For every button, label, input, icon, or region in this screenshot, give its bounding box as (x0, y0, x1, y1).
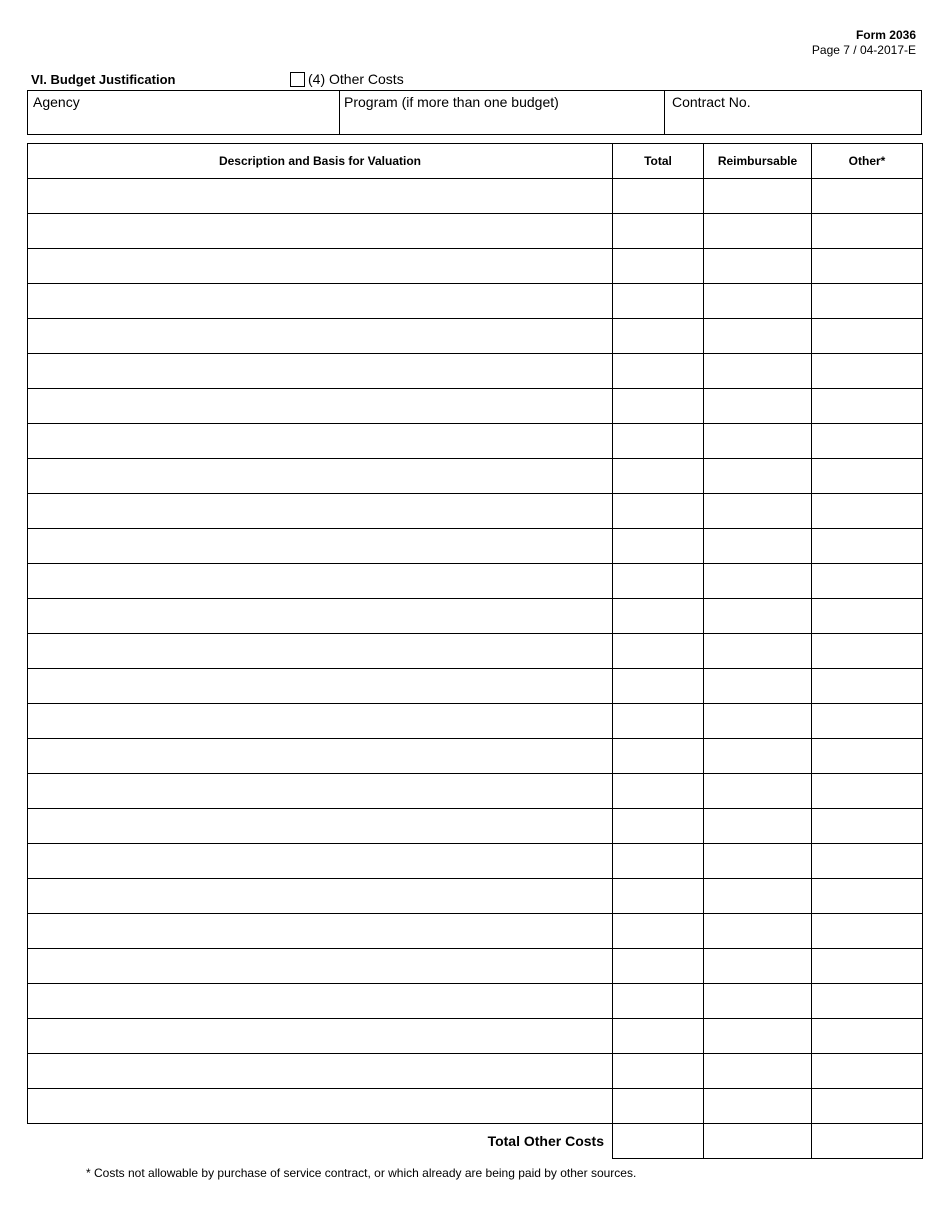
total-cell[interactable] (613, 354, 704, 389)
reimbursable-cell[interactable] (704, 599, 812, 634)
other-cell[interactable] (812, 599, 923, 634)
total-cell[interactable] (613, 389, 704, 424)
total-cell[interactable] (613, 984, 704, 1019)
table-row (28, 564, 923, 599)
total-cell[interactable] (613, 844, 704, 879)
total-cell[interactable] (613, 284, 704, 319)
total-cell[interactable] (613, 214, 704, 249)
total-other-costs-label: Total Other Costs (28, 1124, 613, 1159)
description-cell[interactable] (28, 669, 613, 704)
other-cell[interactable] (812, 739, 923, 774)
description-cell[interactable] (28, 459, 613, 494)
other-cell[interactable] (812, 1089, 923, 1124)
description-cell[interactable] (28, 179, 613, 214)
table-row (28, 319, 923, 354)
reimbursable-cell[interactable] (704, 529, 812, 564)
table-row (28, 739, 923, 774)
other-cell[interactable] (812, 774, 923, 809)
reimbursable-cell[interactable] (704, 634, 812, 669)
total-cell[interactable] (613, 949, 704, 984)
reimbursable-cell[interactable] (704, 459, 812, 494)
reimbursable-cell[interactable] (704, 984, 812, 1019)
page-info: Page 7 / 04-2017-E (811, 43, 916, 57)
other-cell[interactable] (812, 669, 923, 704)
other-cell[interactable] (812, 424, 923, 459)
table-body (28, 179, 923, 1159)
other-cell[interactable] (812, 179, 923, 214)
table-row (28, 1054, 923, 1089)
total-cell[interactable] (613, 494, 704, 529)
description-cell[interactable] (28, 424, 613, 459)
section-title: VI. Budget Justification (31, 72, 176, 87)
other-cell[interactable] (812, 319, 923, 354)
reimbursable-cell[interactable] (704, 179, 812, 214)
total-cell[interactable] (613, 424, 704, 459)
total-cell[interactable] (613, 249, 704, 284)
reimbursable-cell[interactable] (704, 494, 812, 529)
reimbursable-cell[interactable] (704, 319, 812, 354)
other-cell[interactable] (812, 844, 923, 879)
other-costs-checkbox-group[interactable] (290, 71, 404, 87)
total-cell[interactable] (613, 1089, 704, 1124)
total-total-cell[interactable] (613, 1124, 704, 1159)
total-cell[interactable] (613, 634, 704, 669)
other-cell[interactable] (812, 529, 923, 564)
table-row (28, 774, 923, 809)
reimbursable-cell[interactable] (704, 564, 812, 599)
reimbursable-cell[interactable] (704, 669, 812, 704)
reimbursable-cell[interactable] (704, 284, 812, 319)
reimbursable-cell[interactable] (704, 704, 812, 739)
other-cell[interactable] (812, 704, 923, 739)
table-row (28, 494, 923, 529)
reimbursable-cell[interactable] (704, 1019, 812, 1054)
table-header-row (28, 144, 923, 179)
header-total: Total (613, 144, 704, 179)
contract-number-input[interactable] (669, 111, 917, 131)
table-row (28, 599, 923, 634)
reimbursable-cell[interactable] (704, 424, 812, 459)
total-cell[interactable] (613, 459, 704, 494)
other-cell[interactable] (812, 354, 923, 389)
form-number: Form 2036 (855, 28, 916, 42)
header-description: Description and Basis for Valuation (28, 144, 613, 179)
reimbursable-cell[interactable] (704, 914, 812, 949)
reimbursable-cell[interactable] (704, 214, 812, 249)
description-cell[interactable] (28, 284, 613, 319)
header-reimbursable: Reimbursable (704, 144, 812, 179)
reimbursable-cell[interactable] (704, 354, 812, 389)
description-cell[interactable] (28, 984, 613, 1019)
other-costs-checkbox[interactable] (290, 72, 305, 87)
reimbursable-cell[interactable] (704, 844, 812, 879)
description-cell[interactable] (28, 214, 613, 249)
description-cell[interactable] (28, 774, 613, 809)
table-row (28, 284, 923, 319)
table-row (28, 1019, 923, 1054)
description-cell[interactable] (28, 389, 613, 424)
table-row (28, 984, 923, 1019)
other-cell[interactable] (812, 249, 923, 284)
total-cell[interactable] (613, 914, 704, 949)
other-cell[interactable] (812, 949, 923, 984)
table-row (28, 1089, 923, 1124)
table-row (28, 879, 923, 914)
agency-cell[interactable] (28, 91, 339, 134)
total-cell[interactable] (613, 319, 704, 354)
table-row (28, 844, 923, 879)
contract-number-label: Contract No. (672, 94, 751, 110)
contract-number-cell[interactable] (664, 91, 921, 134)
other-cell[interactable] (812, 459, 923, 494)
description-cell[interactable] (28, 494, 613, 529)
other-cell[interactable] (812, 1054, 923, 1089)
table-row (28, 249, 923, 284)
description-cell[interactable] (28, 319, 613, 354)
total-cell[interactable] (613, 564, 704, 599)
reimbursable-cell[interactable] (704, 949, 812, 984)
other-cell[interactable] (812, 1019, 923, 1054)
reimbursable-cell[interactable] (704, 879, 812, 914)
table-row (28, 634, 923, 669)
other-cell[interactable] (812, 389, 923, 424)
other-costs-checkbox-label: (4) Other Costs (308, 71, 404, 87)
program-label: Program (if more than one budget) (344, 94, 559, 110)
total-cell[interactable] (613, 599, 704, 634)
agency-label: Agency (33, 94, 80, 110)
footnote: * Costs not allowable by purchase of service contract, or which already are being paid by other sources. (86, 1166, 637, 1180)
program-cell[interactable] (339, 91, 664, 134)
table-row (28, 914, 923, 949)
reimbursable-cell[interactable] (704, 739, 812, 774)
description-cell[interactable] (28, 844, 613, 879)
table-row (28, 704, 923, 739)
total-cell[interactable] (613, 774, 704, 809)
other-cell[interactable] (812, 634, 923, 669)
reimbursable-cell[interactable] (704, 774, 812, 809)
other-cell[interactable] (812, 494, 923, 529)
description-cell[interactable] (28, 249, 613, 284)
total-cell[interactable] (613, 739, 704, 774)
total-cell[interactable] (613, 1019, 704, 1054)
total-row (28, 1124, 923, 1159)
description-cell[interactable] (28, 354, 613, 389)
total-cell[interactable] (613, 809, 704, 844)
total-cell[interactable] (613, 704, 704, 739)
table-row (28, 459, 923, 494)
total-other-cell[interactable] (812, 1124, 923, 1159)
description-cell[interactable] (28, 949, 613, 984)
other-cell[interactable] (812, 214, 923, 249)
table-row (28, 214, 923, 249)
description-cell[interactable] (28, 739, 613, 774)
other-cell[interactable] (812, 564, 923, 599)
description-cell[interactable] (28, 599, 613, 634)
other-cell[interactable] (812, 284, 923, 319)
description-cell[interactable] (28, 634, 613, 669)
other-costs-table (27, 143, 923, 1159)
agency-input[interactable] (32, 111, 335, 131)
table-row (28, 949, 923, 984)
description-cell[interactable] (28, 1019, 613, 1054)
table-row (28, 424, 923, 459)
other-cell[interactable] (812, 879, 923, 914)
table-row (28, 179, 923, 214)
reimbursable-cell[interactable] (704, 1054, 812, 1089)
description-cell[interactable] (28, 564, 613, 599)
table-row (28, 389, 923, 424)
description-cell[interactable] (28, 529, 613, 564)
other-cell[interactable] (812, 914, 923, 949)
contract-info-box (27, 90, 922, 135)
description-cell[interactable] (28, 879, 613, 914)
reimbursable-cell[interactable] (704, 249, 812, 284)
description-cell[interactable] (28, 809, 613, 844)
reimbursable-cell[interactable] (704, 1089, 812, 1124)
description-cell[interactable] (28, 1089, 613, 1124)
total-cell[interactable] (613, 669, 704, 704)
reimbursable-cell[interactable] (704, 809, 812, 844)
description-cell[interactable] (28, 704, 613, 739)
header-other: Other* (812, 144, 923, 179)
table-row (28, 529, 923, 564)
table-row (28, 354, 923, 389)
table-row (28, 669, 923, 704)
table-row (28, 809, 923, 844)
description-cell[interactable] (28, 914, 613, 949)
other-cell[interactable] (812, 809, 923, 844)
total-cell[interactable] (613, 529, 704, 564)
other-cell[interactable] (812, 984, 923, 1019)
total-reimbursable-cell[interactable] (704, 1124, 812, 1159)
program-input[interactable] (344, 111, 660, 131)
description-cell[interactable] (28, 1054, 613, 1089)
reimbursable-cell[interactable] (704, 389, 812, 424)
total-cell[interactable] (613, 179, 704, 214)
total-cell[interactable] (613, 1054, 704, 1089)
total-cell[interactable] (613, 879, 704, 914)
